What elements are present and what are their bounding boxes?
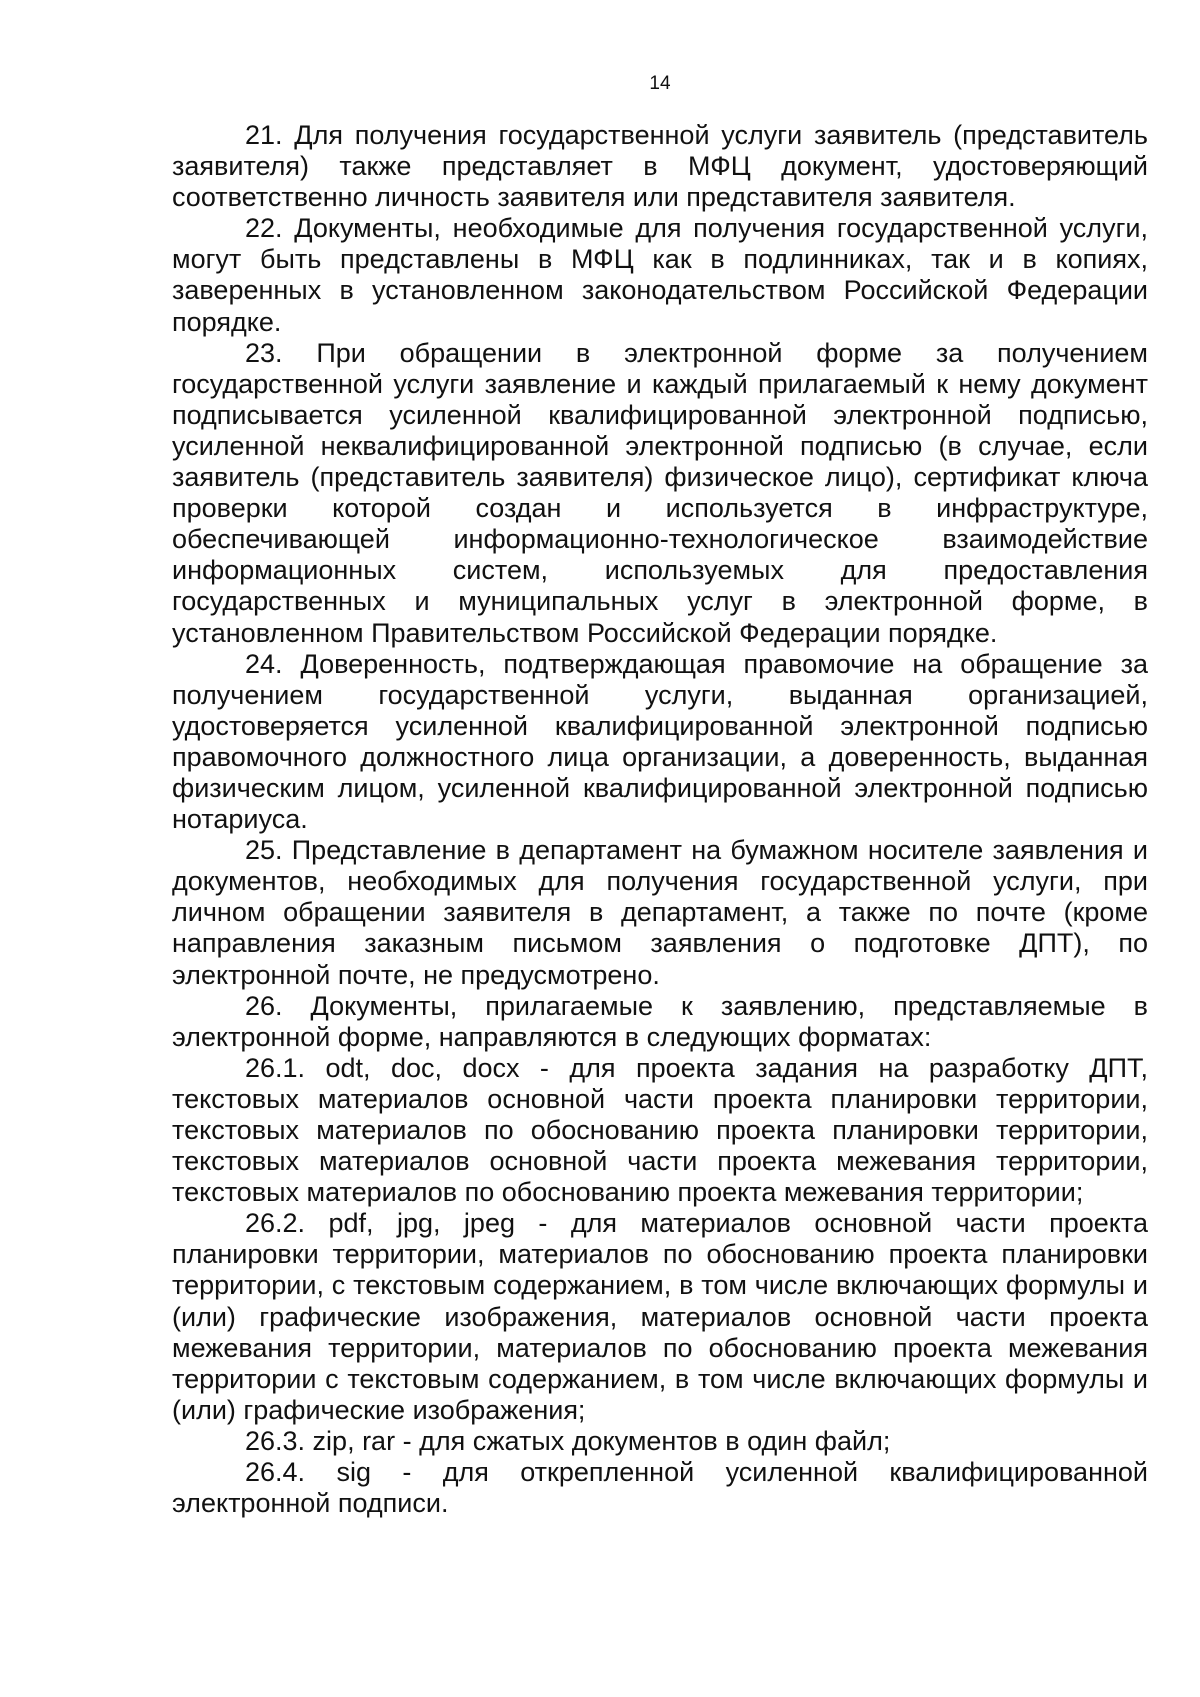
paragraph-26-2: 26.2. pdf, jpg, jpeg - для материалов основной части проекта планировки территории, материалов по обоснованию проекта планировки территории, с текстовым содержанием, в том числе включающих формулы и (или) графические изображения, материалов основной части проекта межевания территории, материалов по обоснованию проекта межевания территории с текстовым содержанием, в том числе включающих формулы и (или) графические изображения;: [172, 1208, 1148, 1425]
paragraph-26-4: 26.4. sig - для открепленной усиленной квалифицированной электронной подписи.: [172, 1457, 1148, 1519]
paragraph-23: 23. При обращении в электронной форме за получением государственной услуги заявление и каждый прилагаемый к нему документ подписывается усиленной квалифицированной электронной подписью, усиленной неквалифицированной электронной подписью (в случае, если заявитель (представитель заявителя) физическое лицо), сертификат ключа проверки которой создан и используется в инфраструктуре, обеспечивающей информационно-технологическое взаимодействие информационных систем, используемых для предоставления государственных и муниципальных услуг в электронной форме, в установленном Правительством Российской Федерации порядке.: [172, 337, 1148, 648]
page-number: 14: [649, 73, 671, 94]
paragraph-24: 24. Доверенность, подтверждающая правомочие на обращение за получением государственной услуги, выданная организацией, удостоверяется усиленной квалифицированной электронной подписью правомочного должностного лица организации, а доверенность, выданная физическим лицом, усиленной квалифицированной электронной подписью нотариуса.: [172, 648, 1148, 835]
paragraph-26-3: 26.3. zip, rar - для сжатых документов в один файл;: [245, 1425, 891, 1456]
paragraph-26-1: 26.1. odt, doc, docx - для проекта задания на разработку ДПТ, текстовых материалов основной части проекта планировки территории, текстовых материалов по обоснованию проекта планировки территории, текстовых материалов основной части проекта межевания территории, текстовых материалов по обоснованию проекта межевания территории;: [172, 1052, 1148, 1208]
paragraph-25: 25. Представление в департамент на бумажном носителе заявления и документов, необходимых для получения государственной услуги, при личном обращении заявителя в департамент, а также по почте (кроме направления заказным письмом заявления о подготовке ДПТ), по электронной почте, не предусмотрено.: [172, 835, 1148, 990]
paragraph-21: 21. Для получения государственной услуги заявитель (представитель заявителя) также представляет в МФЦ документ, удостоверяющий соответственно личность заявителя или представителя заявителя.: [172, 120, 1148, 213]
paragraph-22: 22. Документы, необходимые для получения государственной услуги, могут быть представлены в МФЦ как в подлинниках, так и в копиях, заверенных в установленном законодательством Российской Федерации порядке.: [172, 213, 1148, 337]
paragraph-26: 26. Документы, прилагаемые к заявлению, представляемые в электронной форме, направляются в следующих форматах:: [172, 990, 1148, 1052]
document-body: [172, 120, 1148, 1519]
